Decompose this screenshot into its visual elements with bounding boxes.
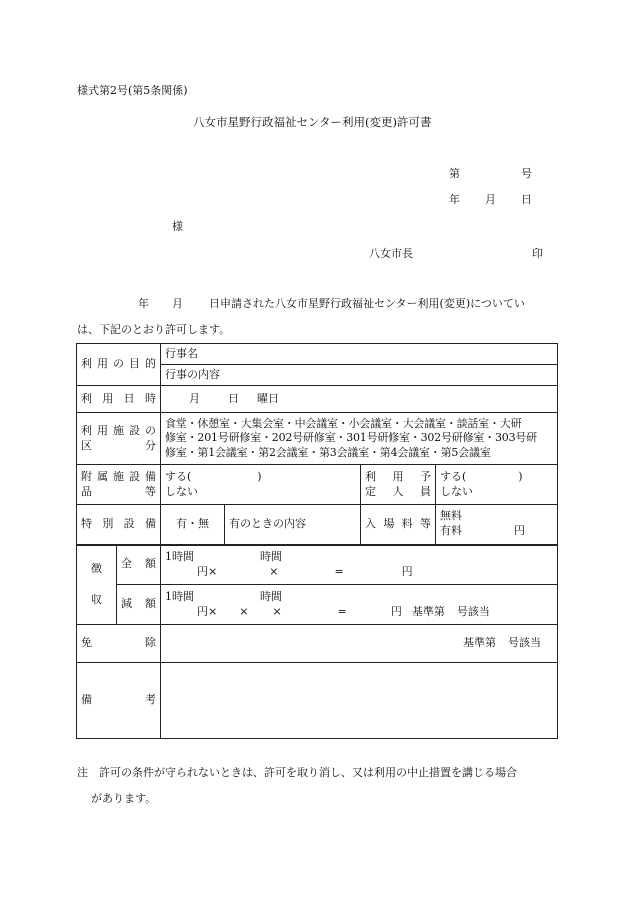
- purpose-label: 利用の目的: [77, 344, 161, 386]
- number-gou: 号: [521, 167, 532, 180]
- expected-close-paren: ): [518, 469, 523, 483]
- datetime-day: 日: [228, 391, 239, 405]
- full-amount-field: [161, 545, 558, 585]
- exemption-standard: 基準第: [463, 636, 496, 650]
- special-yes-no: 有・無: [161, 505, 225, 545]
- date-month: 月: [485, 193, 496, 206]
- reduced-amount-field: [161, 585, 558, 625]
- expected-suru: する(: [440, 469, 467, 483]
- facility-line-1: 食堂・休憩室・大集会室・中会議室・小会議室・大会議室・談話室・大研: [165, 416, 522, 430]
- special-content: 有のときの内容: [225, 505, 361, 545]
- document-title: 八女市星野行政福祉センター利用(変更)許可書: [193, 115, 432, 129]
- expected-count-label: [361, 465, 436, 505]
- facility-label-1: 利用施設の: [81, 423, 156, 437]
- datetime-field: [161, 386, 558, 413]
- addressee-sama: 様: [172, 220, 183, 233]
- intro-month: 月: [172, 297, 183, 310]
- number-dai: 第: [449, 167, 460, 180]
- facility-line-3: 修室・第1会議室・第2会議室・第3会議室・第4会議室・第5会議室: [165, 445, 491, 459]
- exemption-field: [161, 625, 558, 663]
- full-amount-label: 全額: [117, 545, 161, 585]
- full-yen: 円: [401, 564, 413, 578]
- facility-label: [77, 413, 161, 465]
- form-id: 様式第2号(第5条関係): [77, 84, 188, 97]
- equipment-suru: する(: [165, 469, 192, 483]
- reduced-times-2: ×: [272, 604, 282, 618]
- datetime-month: 月: [189, 391, 200, 405]
- event-name-field: 行事名: [161, 344, 558, 365]
- collection-label: [77, 545, 117, 625]
- note-line-1: 注 許可の条件が守られないときは、許可を取り消し、又は利用の中止措置を講じる場合: [77, 766, 517, 779]
- date-day: 日: [521, 193, 532, 206]
- full-hour-1: 1時間: [165, 549, 194, 563]
- full-times: ×: [269, 564, 279, 578]
- reduced-hour-1: 1時間: [165, 589, 194, 603]
- datetime-weekday: 曜日: [257, 391, 279, 405]
- facility-line-2: 修室・201号研修室・202号研修室・301号研修室・302号研修室・303号研: [165, 431, 537, 445]
- facility-label-2: 区分: [81, 438, 156, 452]
- reduced-applicable: 号該当: [456, 604, 490, 618]
- reduced-hours: 時間: [260, 589, 282, 603]
- full-yen-times: 円×: [197, 564, 218, 578]
- exemption-applicable: 号該当: [508, 636, 541, 650]
- reduced-yen: 円: [390, 604, 402, 618]
- intro-line2: は、下記のとおり許可します。: [77, 323, 231, 336]
- intro-year: 年: [138, 297, 149, 310]
- date-year: 年: [449, 193, 460, 206]
- full-equals: =: [334, 564, 344, 578]
- reduced-times-1: ×: [239, 604, 249, 618]
- reduced-standard: 基準第: [411, 604, 445, 618]
- intro-text: 日申請された八女市星野行政福祉センター利用(変更)についてい: [209, 297, 525, 310]
- expected-count-field: [436, 465, 558, 505]
- remarks-label: 備考: [77, 663, 161, 739]
- expected-label-1: 利用予: [365, 469, 431, 483]
- equipment-label-1: 附属施設備: [81, 469, 156, 483]
- remarks-field: [161, 663, 558, 739]
- equipment-close-paren: ): [257, 469, 262, 483]
- permit-form-table: [76, 343, 558, 739]
- datetime-label: 利用日時: [77, 386, 161, 413]
- equipment-field: [161, 465, 361, 505]
- issuer-name: 八女市長: [369, 247, 413, 260]
- reduced-yen-times: 円×: [197, 604, 218, 618]
- event-content-field: 行事の内容: [161, 365, 558, 386]
- reduced-equals: =: [337, 604, 347, 618]
- entrance-paid: 有料: [440, 524, 462, 538]
- collection-char-1: 徴: [91, 561, 102, 575]
- expected-shinai: しない: [440, 484, 473, 498]
- reduced-amount-label: 減額: [117, 585, 161, 625]
- collection-char-2: 収: [91, 592, 102, 606]
- entrance-free: 無料: [440, 509, 462, 523]
- exemption-label: 免除: [77, 625, 161, 663]
- entrance-fee-field: [436, 505, 558, 545]
- note-line-2: があります。: [91, 792, 157, 805]
- issuer-seal: 印: [532, 247, 543, 260]
- equipment-label-2: 品等: [81, 484, 156, 498]
- facility-list: [161, 413, 558, 465]
- equipment-label: [77, 465, 161, 505]
- special-equipment-label: 特別設備: [77, 505, 161, 545]
- entrance-yen: 円: [514, 524, 525, 538]
- equipment-shinai: しない: [165, 484, 198, 498]
- full-hours: 時間: [260, 549, 282, 563]
- entrance-fee-label: 入場料等: [361, 505, 436, 545]
- expected-label-2: 定人員: [365, 484, 431, 498]
